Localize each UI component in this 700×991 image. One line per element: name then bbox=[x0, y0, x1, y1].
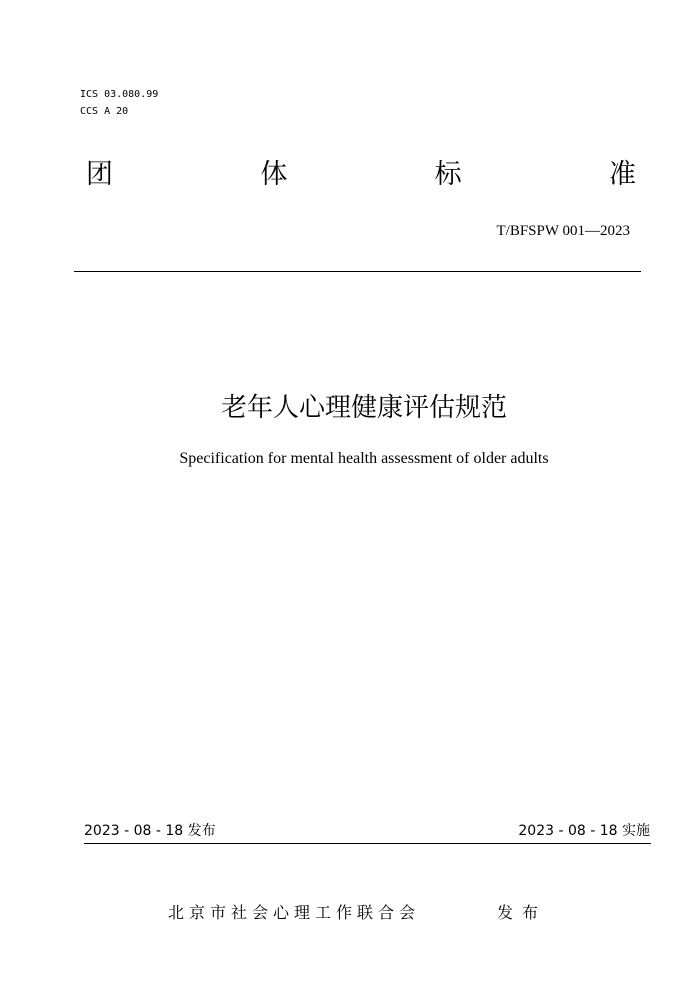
standard-number: T/BFSPW 001—2023 bbox=[496, 223, 630, 239]
classification-codes bbox=[80, 86, 158, 120]
ccs-code: CCS A 20 bbox=[80, 106, 129, 117]
title-english: Specification for mental health assessment of older adults bbox=[179, 450, 549, 467]
issue-date: 2023 - 08 - 18 发布 bbox=[84, 823, 216, 839]
implementation-date: 2023 - 08 - 18 实施 bbox=[518, 823, 650, 839]
standard-type-char: 体 bbox=[260, 159, 288, 190]
title-chinese: 老年人心理健康评估规范 bbox=[220, 393, 507, 423]
standard-type-heading bbox=[86, 158, 636, 192]
ics-code: ICS 03.080.99 bbox=[80, 89, 159, 100]
publisher-name: 北京市社会心理工作联合会 bbox=[168, 903, 421, 922]
footer-divider bbox=[84, 843, 651, 844]
publisher-action: 发布 bbox=[497, 903, 548, 922]
header-divider bbox=[74, 271, 641, 272]
standard-type-char: 团 bbox=[86, 159, 113, 190]
standard-type-char: 准 bbox=[608, 159, 636, 190]
standard-type-char: 标 bbox=[434, 159, 462, 190]
